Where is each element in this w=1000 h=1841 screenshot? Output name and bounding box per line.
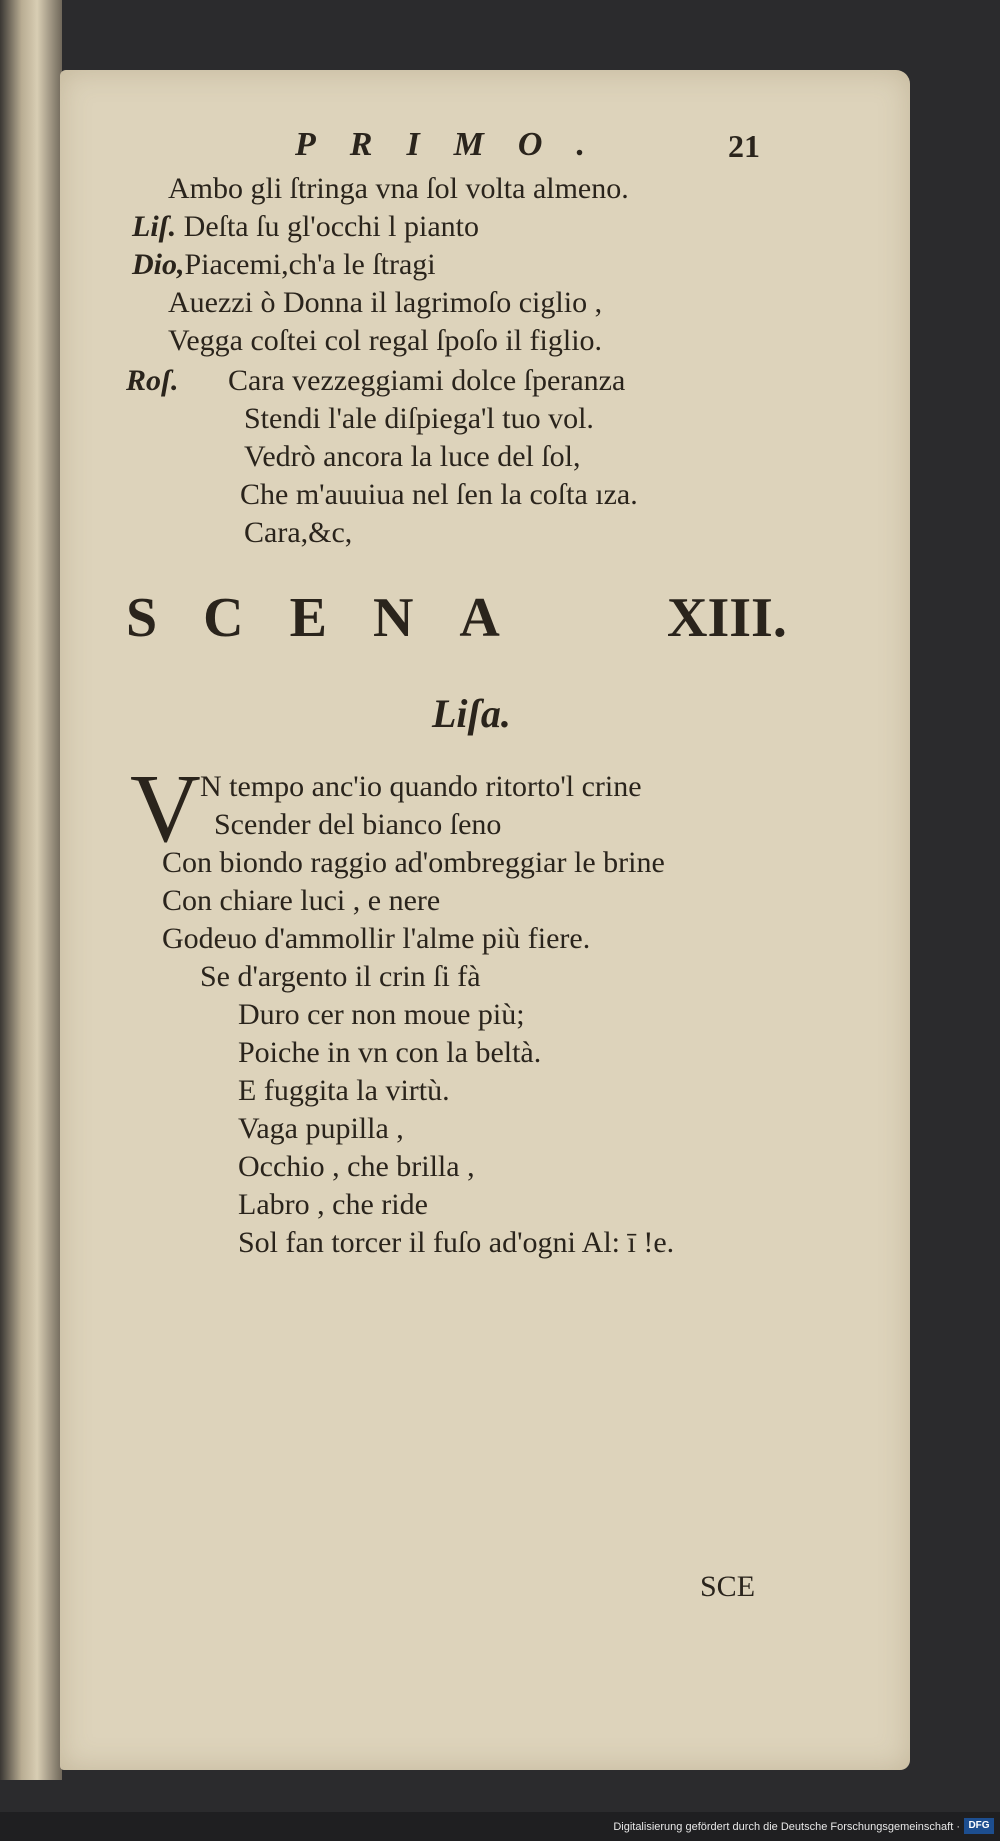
verse-line: Duro cer non moue più;	[238, 998, 525, 1031]
page-number: 21	[728, 128, 760, 164]
dialogue-line: Roſ. Cara vezzeggiami dolce ſperanza	[126, 364, 626, 397]
scene-heading: SCENA	[126, 587, 546, 649]
character-name: Liſa.	[432, 691, 511, 736]
verse-line: Sol fan torcer il fuſo ad'ogni Al: ī !e.	[238, 1226, 675, 1259]
dialogue-line: Stendi l'ale diſpiega'l tuo vol.	[244, 402, 594, 435]
verse-line: N tempo anc'io quando ritorto'l crine	[200, 770, 642, 803]
verse-line: Godeuo d'ammollir l'alme più fiere.	[162, 922, 591, 955]
verse-line: Labro , che ride	[238, 1188, 428, 1221]
footer-credit: Digitalisierung gefördert durch die Deutsche Forschungsgemeinschaft ·	[613, 1821, 960, 1833]
speaker-label: Roſ.	[126, 364, 179, 397]
verse-line: Occhio , che brilla ,	[238, 1150, 475, 1183]
dialogue-line: Cara,&c,	[244, 516, 353, 549]
verse-line: Con biondo raggio ad'ombreggiar le brine	[162, 846, 665, 879]
verse-line: Se d'argento il crin ſi fà	[200, 960, 481, 993]
book-spine-edge	[0, 0, 62, 1780]
verse-line: Con chiare luci , e nere	[162, 884, 441, 917]
dialogue-line: Liſ. Deſta ſu gl'occhi l pianto	[132, 210, 479, 243]
verse-line: Vaga pupilla ,	[238, 1112, 404, 1145]
speaker-label: Dio,	[132, 248, 185, 281]
dialogue-line: Vedrò ancora la luce del ſol,	[244, 440, 581, 473]
verse-line: Poiche in vn con la beltà.	[238, 1036, 542, 1069]
dialogue-line: Vegga coſtei col regal ſpoſo il figlio.	[168, 324, 603, 357]
speaker-label: Liſ.	[132, 210, 177, 243]
running-title: PRIMO.	[295, 126, 619, 163]
drop-cap: V	[130, 755, 201, 863]
dfg-logo: DFG	[964, 1818, 994, 1834]
verse-line: E fuggita la virtù.	[238, 1074, 450, 1107]
catchword: SCE	[700, 1570, 756, 1603]
dialogue-line: Ambo gli ſtringa vna ſol volta almeno.	[168, 172, 629, 205]
dialogue-line: Auezzi ò Donna il lagrimoſo ciglio ,	[168, 286, 603, 319]
scene-numeral: XIII.	[667, 587, 787, 649]
dialogue-line: Dio,Piacemi,ch'a le ſtragi	[132, 248, 436, 281]
dialogue-line: Che m'auuiua nel ſen la coſta ıza.	[240, 478, 638, 511]
verse-line: Scender del bianco ſeno	[214, 808, 502, 841]
